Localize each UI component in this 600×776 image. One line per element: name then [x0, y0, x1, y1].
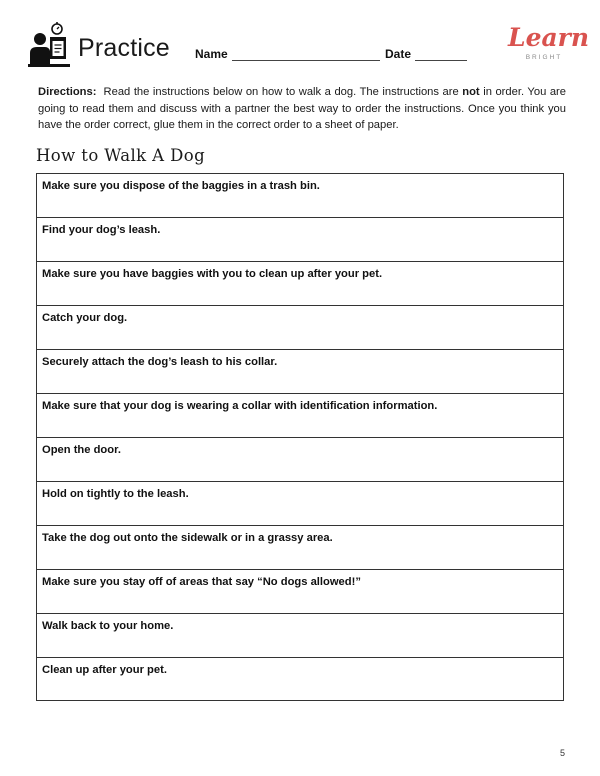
step-row: Open the door.	[37, 438, 563, 482]
step-row: Make sure that your dog is wearing a collar with identification information.	[37, 394, 563, 438]
step-row: Take the dog out onto the sidewalk or in a grassy area.	[37, 526, 563, 570]
step-row: Make sure you stay off of areas that say “No dogs allowed!”	[37, 570, 563, 614]
worksheet-header	[0, 0, 600, 80]
directions-text-before: Read the instructions below on how to walk a dog. The instructions are	[103, 86, 459, 98]
logo-wordmark: Learn	[508, 23, 590, 52]
date-label: Date	[385, 47, 412, 61]
step-row: Securely attach the dog’s leash to his collar.	[37, 350, 563, 394]
step-row: Make sure you have baggies with you to clean up after your pet.	[37, 262, 563, 306]
name-field[interactable]	[232, 60, 380, 61]
page-number: 5	[560, 748, 566, 758]
directions-emphasis: not	[462, 86, 480, 98]
step-row: Clean up after your pet.	[42, 664, 167, 676]
learn-bright-logo	[508, 23, 590, 70]
step-row: Find your dog’s leash.	[37, 218, 563, 262]
step-row: Walk back to your home.	[37, 614, 563, 658]
section-title: How to Walk A Dog	[36, 146, 206, 165]
page-title: Practice	[78, 34, 170, 62]
step-row: Catch your dog.	[37, 306, 563, 350]
directions-paragraph	[38, 84, 566, 134]
steps-table	[36, 173, 564, 701]
practice-person-icon	[28, 20, 74, 70]
date-field[interactable]	[415, 60, 467, 61]
name-label: Name	[195, 47, 228, 61]
directions-label: Directions:	[38, 86, 97, 98]
step-row: Make sure you dispose of the baggies in a trash bin.	[37, 174, 563, 218]
logo-subtext: BRIGHT	[525, 54, 563, 61]
step-row: Hold on tightly to the leash.	[37, 482, 563, 526]
directions-text-after: in order. You are going to read them and discuss with a partner the best way to order the instructions. Once you think you have the order correct, glue them in the correct order to a sheet of paper.	[38, 86, 566, 131]
